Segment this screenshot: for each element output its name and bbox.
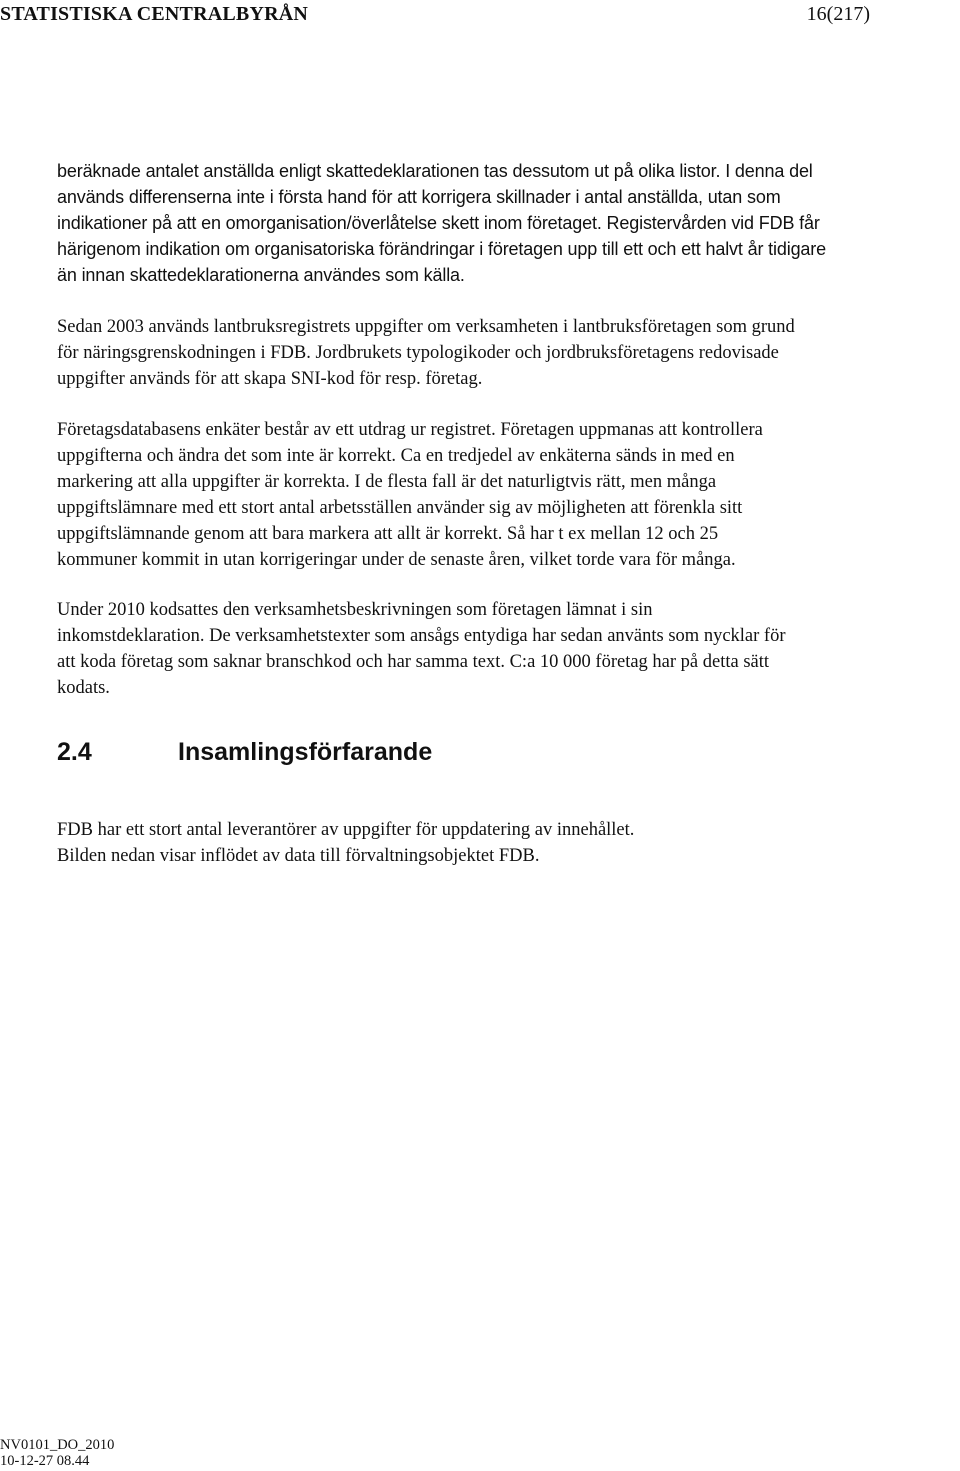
paragraph-2 (57, 314, 957, 392)
paragraph-line: härigenom indikation om organisatoriska förändringar i företagen upp till ett och ett halvt år tidigare (57, 239, 826, 259)
section-paragraph (57, 817, 957, 869)
paragraph-line: FDB har ett stort antal leverantörer av uppgifter för uppdatering av innehållet. (57, 820, 635, 840)
footer-date: 10-12-27 08.44 (0, 1453, 90, 1469)
paragraph-line: uppgifter används för att skapa SNI-kod för resp. företag. (57, 369, 483, 389)
paragraph-line: Företagsdatabasens enkäter består av ett utdrag ur registret. Företagen uppmanas att kontrollera (57, 420, 763, 440)
paragraph-line: används differenserna inte i första hand för att korrigera skillnader i antal anställda, utan som (57, 187, 781, 207)
paragraph-line: markering att alla uppgifter är korrekta. I de flesta fall är det naturligtvis rätt, men många (57, 472, 717, 492)
paragraph-line: beräknade antalet anställda enligt skattedeklarationen tas dessutom ut på olika listor. I denna del (57, 161, 813, 181)
page-header (0, 3, 880, 29)
paragraph-line: att koda företag som saknar branschkod och har samma text. C:a 10 000 företag har på detta sätt (57, 652, 770, 672)
paragraph-line: än innan skattedeklarationerna användes som källa. (57, 265, 465, 285)
section-number: 2.4 (57, 738, 92, 766)
paragraph-line: inkomstdeklaration. De verksamhetstexter som ansågs entydiga har sedan använts som nycklar för (57, 626, 786, 646)
paragraph-line: indikationer på att en omorganisation/överlåtelse skett inom företaget. Registervården vid FDB får (57, 213, 820, 233)
paragraph-line: Bilden nedan visar inflödet av data till förvaltningsobjektet FDB. (57, 846, 540, 866)
organization-name: STATISTISKA CENTRALBYRÅN (0, 3, 309, 25)
paragraph-line: uppgiftslämnare med ett stort antal arbetsställen använder sig av möjligheten att förenkla sitt (57, 498, 743, 518)
paragraph-line: kodats. (57, 678, 110, 698)
paragraph-line: uppgifterna och ändra det som inte är korrekt. Ca en tredjedel av enkäterna sänds in med en (57, 446, 735, 466)
paragraph-1 (57, 158, 957, 288)
section-title: Insamlingsförfarande (178, 738, 433, 766)
paragraph-line: kommuner kommit in utan korrigeringar under de senaste åren, vilket torde vara för många. (57, 550, 736, 570)
paragraph-line: Under 2010 kodsattes den verksamhetsbeskrivningen som företagen lämnat i sin (57, 600, 653, 620)
page-footer (0, 1437, 114, 1469)
paragraph-3 (57, 417, 957, 573)
paragraph-line: uppgiftslämnande genom att bara markera att allt är korrekt. Så har t ex mellan 12 och 25 (57, 524, 719, 544)
section-heading (57, 736, 432, 768)
paragraph-line: Sedan 2003 används lantbruksregistrets uppgifter om verksamheten i lantbruksföretagen som grund (57, 317, 795, 337)
document-code: NV0101_DO_2010 (0, 1437, 115, 1453)
paragraph-4 (57, 597, 957, 701)
page-number: 16(217) (806, 3, 870, 25)
paragraph-line: för näringsgrenskodningen i FDB. Jordbrukets typologikoder och jordbruksföretagens redovisade (57, 343, 779, 363)
